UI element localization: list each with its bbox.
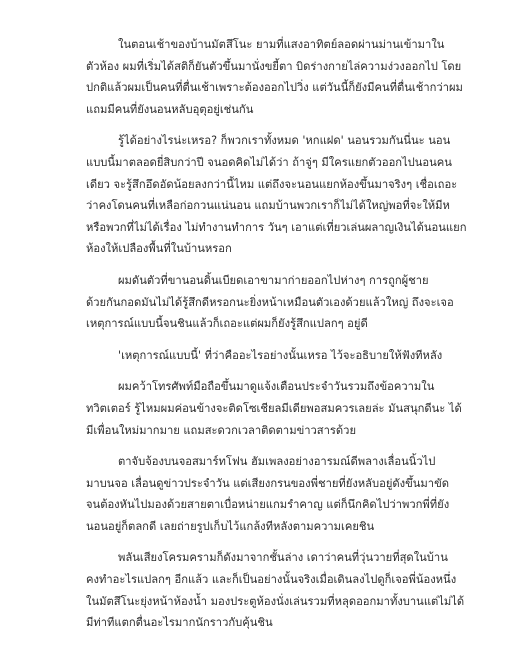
paragraph	[86, 130, 478, 260]
paragraph-line: มีท่าทีแตกตื่นอะไรมากนักราวกับคุ้นชิน	[86, 616, 273, 630]
paragraph-first-line: ผมคว้าโทรศัพท์มือถือขึ้นมาดูแจ้งเตือนประจำวันรวมถึงข้อความใน	[118, 380, 435, 394]
paragraph-line: มีเพื่อนใหม่มากมาย แถมสะดวกเวลาติดตามข่าวสารด้วย	[86, 423, 356, 437]
paragraph-first-line: ผมดันตัวที่ขานอนดิ้นเบียดเอาขามาก่ายออกไปห่างๆ การถูกผู้ชาย	[118, 273, 429, 287]
paragraph-line: แถมมีคนที่ยังนอนหลับอุตุอยู่เช่นกัน	[86, 102, 254, 116]
paragraph-line: แบบนี้มาตลอดยี่สิบกว่าปี จนอดคิดไม่ได้ว่า ถ้าจู่ๆ มีใครแยกตัวออกไปนอนคน	[86, 155, 452, 169]
paragraph-line: ในมัตสึโนะยุ่งหน้าห้องน้ำ มองประตูห้องนั่งเล่นรวมที่หลุดออกมาทั้งบานแต่ไม่ได้	[86, 594, 465, 608]
paragraph-line: มาบนจอ เลื่อนดูข่าวประจำวัน แต่เสียงกรนของพี่ชายที่ยังหลับอยู่ดังขึ้นมาขัด	[86, 476, 450, 490]
paragraph-line: ด้วยกันกอดมันไม่ได้รู้สึกดีหรอกนะยิ่งหน้าเหมือนตัวเองด้วยแล้วใหญ่ ถึงจะเจอ	[86, 295, 454, 309]
paragraph-first-line: ในตอนเช้าของบ้านมัตสึโนะ ยามที่แสงอาทิตย์ลอดผ่านม่านเข้ามาใน	[118, 38, 445, 51]
paragraph	[86, 451, 478, 537]
paragraph-first-line: 'เหตุการณ์แบบนี้' ที่ว่าคืออะไรอย่างนั้นเหรอ ไว้จะอธิบายให้ฟังทีหลัง	[118, 348, 443, 362]
paragraph-first-line: ตาจับจ้องบนจอสมาร์ทโฟน ฮัมเพลงอย่างอารมณ์ดีพลางเลื่อนนิ้วไป	[118, 455, 436, 469]
story-text	[86, 34, 478, 644]
paragraph-first-line: รู้ได้อย่างไรน่ะเหรอ? ก็พวกเราทั้งหมด 'หกแฝด' นอนรวมกันนี่นะ นอน	[118, 134, 451, 148]
paragraph-line: คงทำอะไรแปลกๆ อีกแล้ว และก็เป็นอย่างนั้นจริงเมื่อเดินลงไปดูก็เจอพี่น้องหนึ่ง	[86, 573, 457, 587]
paragraph-line: นอนอยู่ก็ตลกดี เลยถ่ายรูปเก็บไว้แกล้งทีหลังตามความเคยชิน	[86, 519, 375, 533]
paragraph-line: ว่าคงโดนคนที่เหลือก่อกวนแน่นอน แถมบ้านพวกเราก็ไม่ได้ใหญ่พอที่จะให้มีห	[86, 199, 450, 213]
paragraph-line: จนต้องหันไปมองด้วยสายตาเบื่อหน่ายแกมรำคาญ แต่ก็นึกคิดไปว่าพวกพี่ที่ยัง	[86, 498, 450, 512]
paragraph-line: ห้องให้เปลืองพื้นที่ในบ้านหรอก	[86, 242, 232, 256]
paragraph	[86, 270, 478, 335]
paragraph-line: เดียว จะรู้สึกอึดอัดน้อยลงกว่านี้ไหม แต่ถึงจะนอนแยกห้องขึ้นมาจริงๆ เชื่อเถอะ	[86, 177, 458, 191]
paragraph-line: ตัวห้อง ผมที่เริ่มได้สติก็ยันตัวขึ้นมานั่งขยี้ตา บิดร่างกายไล่ความง่วงออกไป โดย	[86, 59, 462, 73]
paragraph-line: ปกติแล้วผมเป็นคนที่ตื่นเช้าเพราะต้องออกไปวิ่ง แต่วันนี้ก็ยังมีคนที่ตื่นเช้ากว่าผม	[86, 81, 463, 95]
paragraph-line: ทวิตเตอร์ รู้ไหมผมค่อนข้างจะติดโซเชียลมีเดียพอสมควรเลยล่ะ มันสนุกดีนะ ได้	[86, 401, 462, 415]
paragraph-first-line: พลันเสียงโครมครามก็ดังมาจากชั้นล่าง เดาว่าคนที่วุ่นวายที่สุดในบ้าน	[118, 551, 448, 565]
paragraph	[86, 376, 478, 441]
paragraph-line: หรือพวกที่ไม่ได้เรื่อง ไม่ทำงานทำการ วันๆ เอาแต่เที่ยวเล่นผลาญเงินได้นอนแยก	[86, 220, 467, 234]
paragraph	[86, 547, 478, 633]
paragraph	[86, 34, 478, 120]
paragraph	[86, 345, 478, 367]
paragraph-line: เหตุการณ์แบบนี้จนชินแล้วก็เถอะแต่ผมก็ยังรู้สึกแปลกๆ อยู่ดี	[86, 317, 368, 331]
